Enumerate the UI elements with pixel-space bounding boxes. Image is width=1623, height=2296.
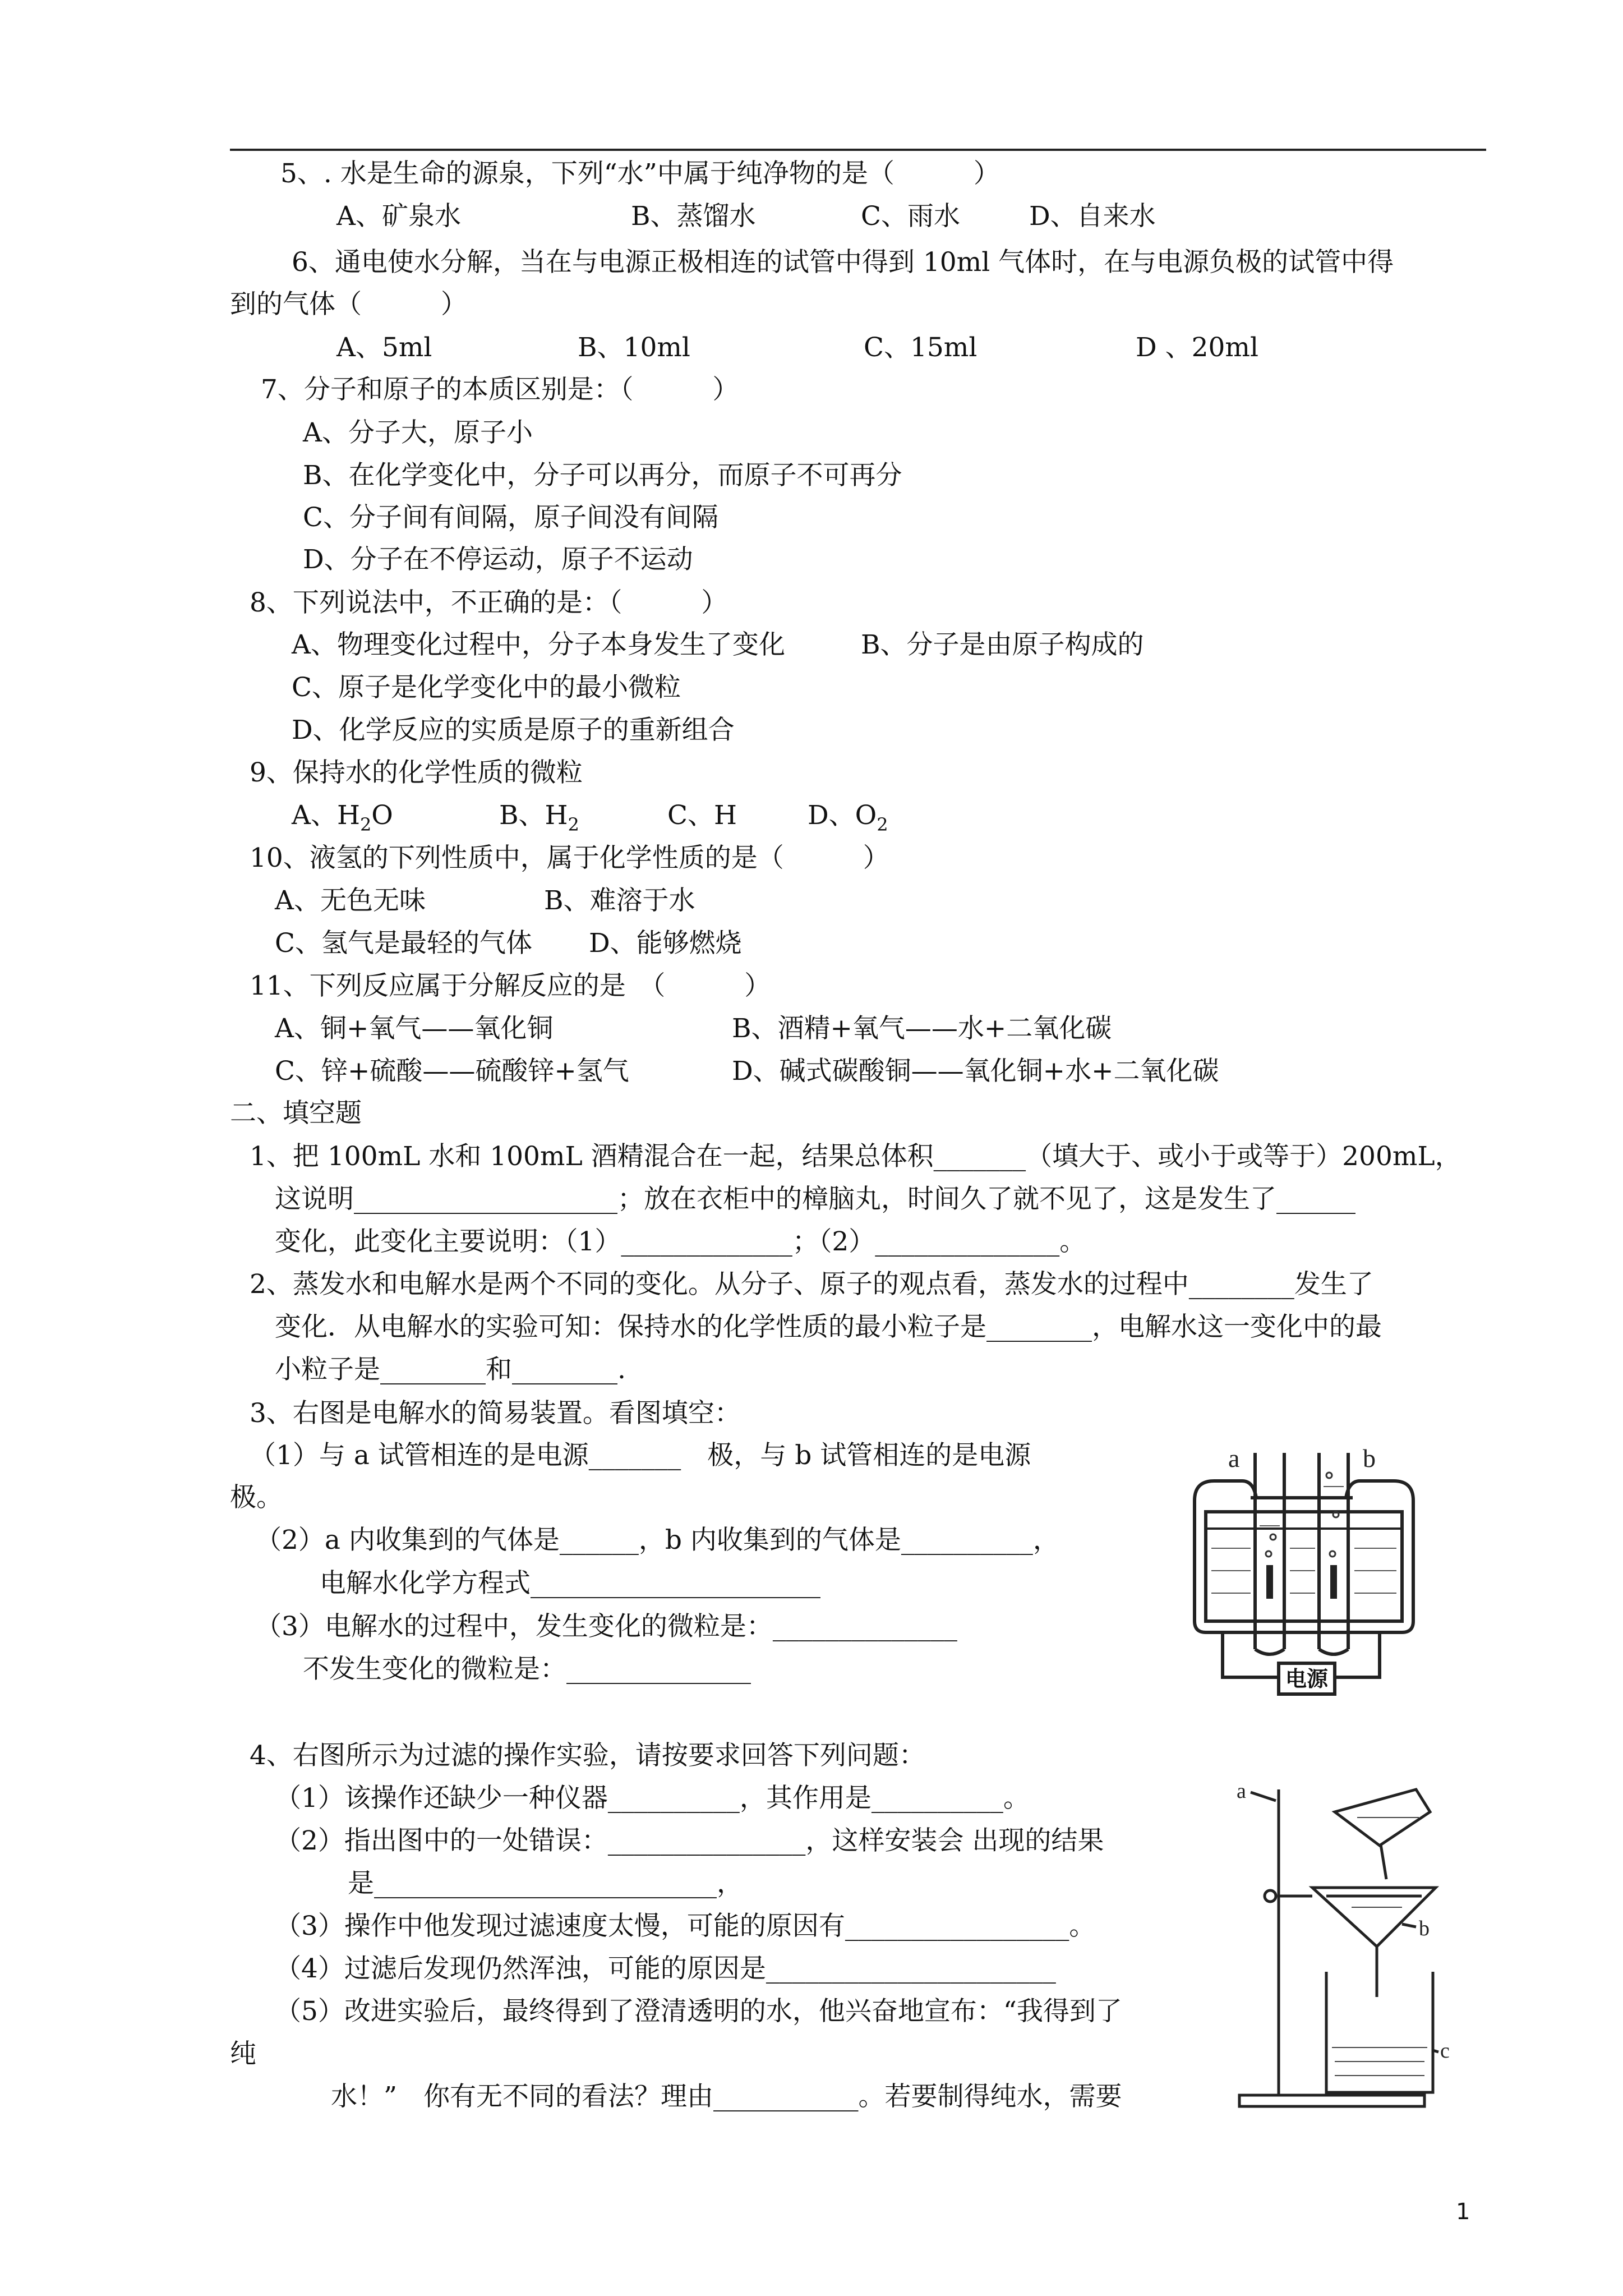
q11-option-d: D、碱式碳酸铜——氧化铜+水+二氧化碳: [732, 1056, 1219, 1087]
fill4-line1: 4、右图所示为过滤的操作实验，请按要求回答下列问题：: [250, 1740, 925, 1771]
q7-stem: 7、分子和原子的本质区别是：（ ）: [261, 374, 739, 405]
q6-option-b: B、10ml: [578, 332, 690, 363]
electrolysis-figure: [1172, 1386, 1436, 1700]
q6-stem-line2: 到的气体（ ）: [230, 289, 467, 320]
fill4-line9: 水！” 你有无不同的看法？理由___________。若要制得纯水，需要: [331, 2081, 1122, 2112]
q7-option-b: B、在化学变化中，分子可以再分，而原子不可再分: [303, 460, 902, 491]
section-heading: 二、填空题: [230, 1098, 362, 1129]
tube-label-a: a: [1228, 1444, 1240, 1473]
q7-option-c: C、分子间有间隔，原子间没有间隔: [303, 502, 718, 533]
q11-option-a: A、铜+氧气——氧化铜: [275, 1013, 554, 1044]
q6-stem-line1: 6、通电使水分解，当在与电源正极相连的试管中得到 10ml 气体时，在与电源负极的试管中得: [292, 247, 1394, 278]
fill1-line1: 1、把 100mL 水和 100mL 酒精混合在一起，结果总体积_______（填大于、或小于或等于）200mL，: [250, 1141, 1461, 1172]
filtration-figure: [1217, 1778, 1453, 2115]
tube-label-b: b: [1363, 1444, 1376, 1473]
q10-option-d: D、能够燃烧: [589, 928, 742, 959]
fill3-line1: 3、右图是电解水的简易装置。看图填空：: [250, 1398, 741, 1429]
q11-option-b: B、酒精+氧气——水+二氧化碳: [732, 1013, 1112, 1044]
q9-option-a: A、$H_2O$: [292, 800, 393, 835]
q5-option-c: C、雨水: [861, 201, 960, 232]
q11-option-c: C、锌+硫酸——硫酸锌+氢气: [275, 1056, 629, 1087]
q8-option-b: B、分子是由原子构成的: [861, 629, 1144, 660]
q8-option-d: D、化学反应的实质是原子的重新组合: [292, 715, 735, 746]
q10-option-c: C、氢气是最轻的气体: [275, 928, 532, 959]
q10-stem: 10、液氢的下列性质中，属于化学性质的是（ ）: [250, 843, 889, 873]
q10-option-b: B、难溶于水: [544, 885, 695, 916]
fill1-line2: 这说明____________________；放在衣柜中的樟脑丸，时间久了就不见了，这是发生了______: [275, 1184, 1355, 1214]
q8-option-a: A、物理变化过程中，分子本身发生了变化: [292, 629, 785, 660]
fill2-line1: 2、蒸发水和电解水是两个不同的变化。从分子、原子的观点看，蒸发水的过程中________发生了: [250, 1269, 1373, 1300]
q6-option-a: A、5ml: [336, 332, 432, 363]
q9-option-b: B、$H_2$: [499, 800, 579, 835]
fill2-line2: 变化．从电解水的实验可知：保持水的化学性质的最小粒子是________，电解水这一变化中的最: [275, 1312, 1382, 1342]
fill4-line8: 纯: [230, 2039, 256, 2069]
fill4-line5: （3）操作中他发现过滤速度太慢，可能的原因有_________________。: [275, 1911, 1096, 1941]
fill3-line2: （1）与 a 试管相连的是电源_______ 极，与 b 试管相连的是电源: [250, 1440, 1031, 1471]
q8-option-c: C、原子是化学变化中的最小微粒: [292, 672, 681, 703]
label-c: c: [1440, 2039, 1450, 2063]
fill4-line7: （5）改进实验后，最终得到了澄清透明的水，他兴奋地宣布：“我得到了: [275, 1996, 1122, 2027]
q9-stem: 9、保持水的化学性质的微粒: [250, 757, 583, 788]
q11-stem: 11、下列反应属于分解反应的是 （ ）: [250, 970, 771, 1001]
q6-option-d: D 、20ml: [1136, 332, 1259, 363]
fill3-line6: （3）电解水的过程中，发生变化的微粒是：______________: [255, 1611, 957, 1642]
page-number: 1: [1456, 2199, 1470, 2225]
q7-option-a: A、分子大，原子小: [303, 417, 533, 448]
fill4-line3: （2）指出图中的一处错误：_______________，这样安装会 出现的结果: [275, 1825, 1104, 1856]
fill4-line2: （1）该操作还缺少一种仪器__________，其作用是__________。: [275, 1783, 1030, 1814]
fill4-line4: 是__________________________，: [348, 1868, 743, 1899]
power-label: 电源: [1285, 1667, 1329, 1691]
label-a: a: [1237, 1779, 1246, 1803]
fill1-line3: 变化，此变化主要说明：（1）_____________；（2）______________。: [275, 1226, 1086, 1257]
label-b: b: [1419, 1917, 1430, 1940]
header-rule: [230, 149, 1486, 151]
q6-option-c: C、15ml: [864, 332, 978, 363]
fill3-line4: （2）a 内收集到的气体是______，b 内收集到的气体是__________，: [255, 1525, 1059, 1556]
fill4-line6: （4）过滤后发现仍然浑浊，可能的原因是______________________: [275, 1953, 1056, 1984]
q10-option-a: A、无色无味: [275, 885, 426, 916]
q8-stem: 8、下列说法中，不正确的是：（ ）: [250, 587, 728, 618]
q9-option-c: C、H: [667, 800, 737, 831]
q5-option-d: D、自来水: [1029, 201, 1156, 232]
q9-option-d: D、$O_2$: [808, 800, 888, 835]
q7-option-d: D、分子在不停运动，原子不运动: [303, 544, 693, 575]
fill3-line3: 极。: [230, 1482, 283, 1513]
q5-option-a: A、矿泉水: [336, 201, 461, 232]
fill3-line5: 电解水化学方程式______________________: [320, 1568, 820, 1599]
fill3-line7: 不发生变化的微粒是：______________: [303, 1654, 751, 1685]
q5-stem: 5、. 水是生命的源泉，下列“水”中属于纯净物的是（ ）: [280, 158, 1000, 189]
q5-option-b: B、蒸馏水: [631, 201, 756, 232]
fill2-line3: 小粒子是________和________.: [275, 1354, 626, 1385]
